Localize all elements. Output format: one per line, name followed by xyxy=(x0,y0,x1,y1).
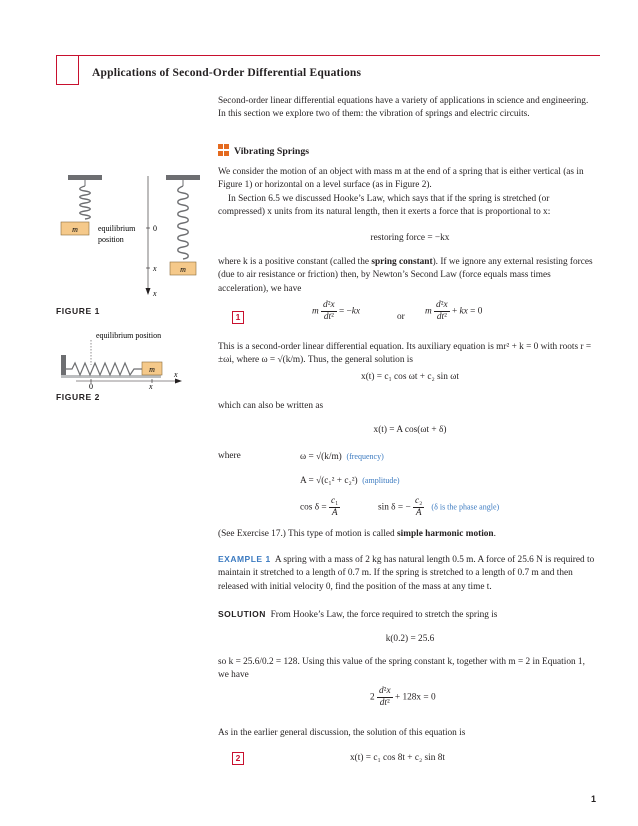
fig1-zero-label: 0 xyxy=(153,224,157,233)
figure-1-diagram xyxy=(56,170,211,300)
p6-part-c: . xyxy=(493,529,496,539)
figure-1-caption: FIGURE 1 xyxy=(56,306,101,316)
fig2-m-label: m xyxy=(149,365,155,374)
fig2-zero-label: 0 xyxy=(89,382,93,390)
paragraph-2: In Section 6.5 we discussed Hooke’s Law, which says that if the spring is stretched (or compressed) x units from its natural length, then it exerts a force that is proportional to x: xyxy=(218,194,551,218)
where-label: where xyxy=(218,451,241,461)
figure-2-diagram xyxy=(56,325,211,390)
header-rule xyxy=(56,55,600,56)
so-paragraph: so k = 25.6/0.2 = 128. Using this value of the spring constant k, together with m = 2 in Equation 1, we have xyxy=(218,657,585,681)
ode-eq-tail: + 128x = 0 xyxy=(394,692,436,703)
fig2-x1-label: x xyxy=(149,382,153,390)
fig1-m2-label: m xyxy=(180,265,186,274)
eq2: x(t) = c₁ cos 8t + c₂ sin 8t xyxy=(350,753,445,763)
as-paragraph: As in the earlier general discussion, the solution of this equation is xyxy=(218,728,466,738)
paragraph-1: We consider the motion of an object with mass m at the end of a spring that is either vertical (as in Figure 1) or horizontal on a level surface (as in Figure 2). xyxy=(218,167,584,191)
eq1-or: or xyxy=(397,312,405,322)
omega-eq: ω = √(k/m) xyxy=(300,452,342,462)
solution-label: SOLUTION xyxy=(218,609,266,619)
force-eq: k(0.2) = 25.6 xyxy=(385,634,435,644)
amp-note: (amplitude) xyxy=(362,476,400,485)
paragraph-6 xyxy=(218,528,598,541)
example-1 xyxy=(218,553,598,594)
solution xyxy=(218,608,598,622)
ode-eq: 2 $\frac{\text{d²x}}{\text{dt²}}$ + 128x = 0 xyxy=(370,686,436,708)
cos-delta-definition: cos δ = $\frac{\text{c₁}}{A}$ xyxy=(300,496,339,518)
fig1-m1-label: m xyxy=(72,225,78,234)
sin-delta-label: sin δ = − xyxy=(378,502,411,513)
fig1-axis-arrow xyxy=(146,288,151,295)
subsection-heading xyxy=(218,141,598,159)
fig1-position-label: position xyxy=(98,235,124,244)
example-label: EXAMPLE 1 xyxy=(218,554,271,564)
solution-text: From Hooke’s Law, the force required to stretch the spring is xyxy=(270,610,498,620)
amplitude-definition xyxy=(300,474,400,488)
alt-form-eq: x(t) = A cos(ωt + δ) xyxy=(373,425,447,435)
figure-2-caption: FIGURE 2 xyxy=(56,392,101,402)
example-text: A spring with a mass of 2 kg has natural length 0.5 m. A force of 25.6 N is required to maintain it stretched to a length of 0.7 m. If the spring is stretched to a length of 0.7 m and then released with initial velocity 0, find the position of the mass at any time t. xyxy=(218,555,595,592)
fig1-x2-label: x xyxy=(153,289,157,298)
section-title: Applications of Second-Order Differential Equations xyxy=(92,67,362,79)
spring-constant-term: spring constant xyxy=(371,257,433,267)
p3-part-c: ). If we ignore any external resisting forces (due to air resistance or friction) then, by Newton’s Second Law (force equals mass times acceleration), we have xyxy=(218,257,593,294)
eq2-number-box: 2 xyxy=(232,752,244,765)
paragraph-5: which can also be written as xyxy=(218,401,324,411)
paragraph-3 xyxy=(218,256,598,296)
sin-delta-definition: sin δ = − $\frac{\text{c₂}}{A}$ (δ is the phase angle) xyxy=(378,496,500,518)
p6-part-a: (See Exercise 17.) This type of motion is called xyxy=(218,529,398,539)
fig2-axis-arrow xyxy=(175,379,182,384)
fig1-spring-2 xyxy=(178,186,189,259)
fig1-spring-1 xyxy=(80,186,91,219)
fig1-x1-label: x xyxy=(153,264,157,273)
amp-eq: A = √(c₁² + c₂²) xyxy=(300,476,358,486)
fig1-ceiling-2 xyxy=(166,175,200,180)
page-number: 1 xyxy=(590,794,596,804)
omega-note: (frequency) xyxy=(346,452,384,461)
subsection-title: Vibrating Springs xyxy=(234,146,310,157)
p3-part-a: where k is a positive constant (called the xyxy=(218,257,372,267)
fig2-x2-label: x xyxy=(174,370,178,379)
subsection-squares-icon xyxy=(218,143,230,157)
shm-term: simple harmonic motion xyxy=(397,529,494,539)
eq2-number xyxy=(232,752,244,766)
omega-definition xyxy=(300,450,384,464)
general-solution-eq: x(t) = c₁ cos ωt + c₂ sin ωt xyxy=(361,372,459,382)
fig1-ceiling-1 xyxy=(68,175,102,180)
section-marker-box xyxy=(56,55,79,85)
eq1-left: m $\frac{\text{d²x}}{\text{dt²}}$ = −kx xyxy=(312,300,361,322)
restoring-force-eq: restoring force = −kx xyxy=(370,233,450,243)
fig1-equilibrium-label: equilibrium xyxy=(98,224,136,233)
cos-delta-label: cos δ = xyxy=(300,502,327,513)
fig2-wall xyxy=(61,355,66,375)
eq1-number xyxy=(232,311,244,325)
eq1-right: m $\frac{\text{d²x}}{\text{dt²}}$ + kx = 0 xyxy=(425,300,483,322)
intro-paragraph: Second-order linear differential equations have a variety of applications in science and engineering. In this section we explore two of them: the vibration of springs and electric circuits. xyxy=(218,96,589,120)
fig2-equilibrium-label: equilibrium position xyxy=(96,331,162,340)
eq1-number-box: 1 xyxy=(232,311,244,324)
fig2-spring xyxy=(66,363,142,375)
fig2-floor xyxy=(61,375,161,378)
paragraph-4: This is a second-order linear differential equation. Its auxiliary equation is mr² + k = 0 with roots r = ±ωi, where ω = √(k/m). Thus, the general solution is xyxy=(218,342,592,366)
phase-note: (δ is the phase angle) xyxy=(431,502,500,512)
